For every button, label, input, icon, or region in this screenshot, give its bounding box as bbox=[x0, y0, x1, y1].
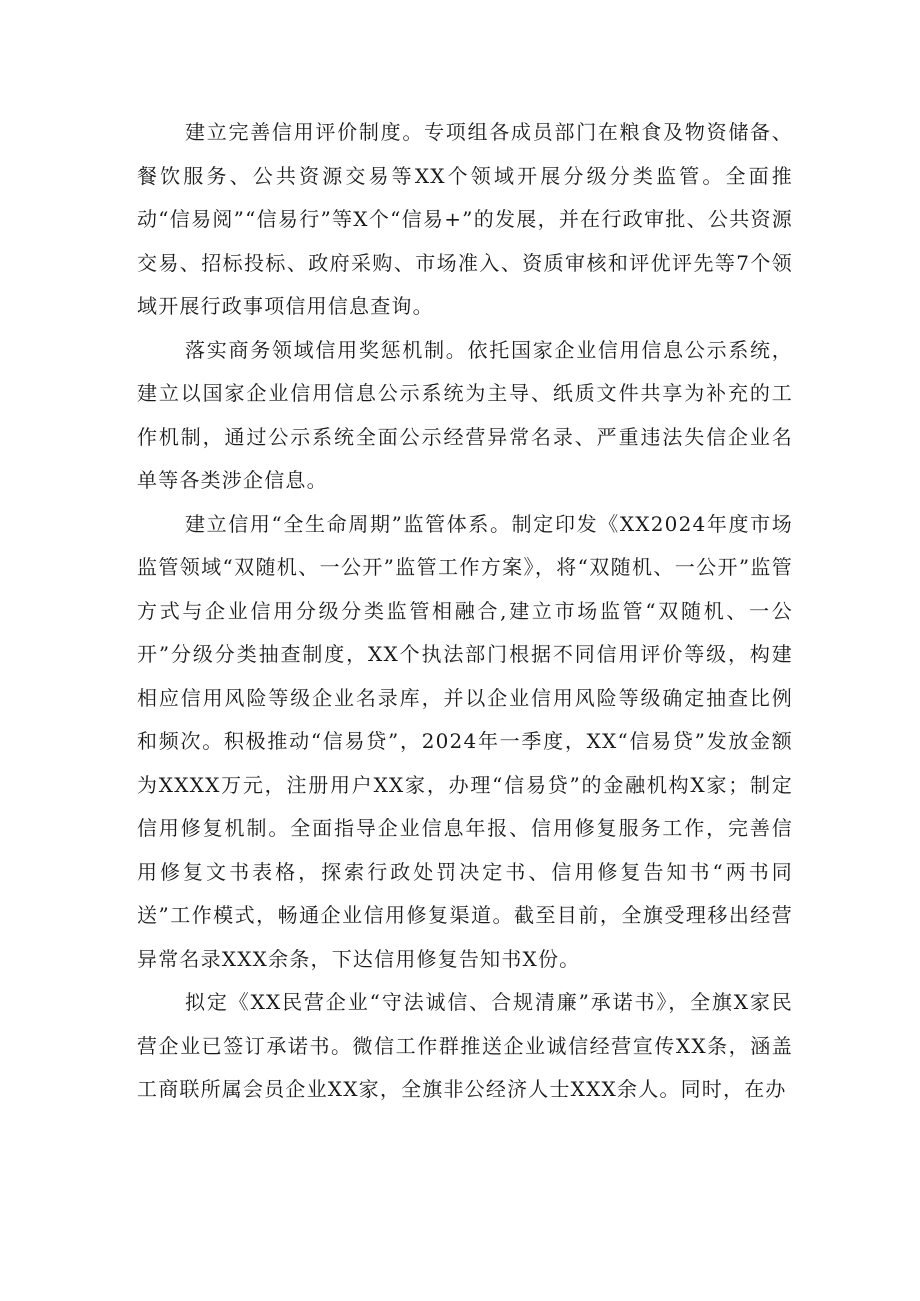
document-body bbox=[137, 111, 793, 1112]
paragraph-private-enterprise-pledge: 拟定《XX民营企业“守法诚信、合规清廉”承诺书》，全旗X家民营企业已签订承诺书。微信工作群推送企业诚信经营宣传XX条，涵盖工商联所属会员企业XX家，全旗非公经济人士XXX余人。同时，在办 bbox=[137, 990, 793, 1101]
paragraph-lifecycle-supervision: 建立信用“全生命周期”监管体系。制定印发《XX2024年度市场监管领域“双随机、一公开”监管工作方案》，将“双随机、一公开”监管方式与企业信用分级分类监管相融合,建立市场监管“双随机、一公开”分级分类抽查制度，XX个执法部门根据不同信用评价等级，构建相应信用风险等级企业名录库，并以企业信用风险等级确定抽查比例和频次。积极推动“信易贷”，2024年一季度，XX“信易贷”发放金额为XXXX万元，注册用户XX家，办理“信易贷”的金融机构X家；制定信用修复机制。全面指导企业信息年报、信用修复服务工作，完善信用修复文书表格，探索行政处罚决定书、信用修复告知书“两书同送”工作模式，畅通企业信用修复渠道。截至目前，全旗受理移出经营异常名录XXX余条，下达信用修复告知书X份。 bbox=[137, 511, 793, 971]
paragraph-commerce-incentives: 落实商务领域信用奖惩机制。依托国家企业信用信息公示系统，建立以国家企业信用信息公示系统为主导、纸质文件共享为补充的工作机制，通过公示系统全面公示经营异常名录、严重违法失信企业名单等各类涉企信息。 bbox=[137, 337, 793, 492]
paragraph-credit-evaluation: 建立完善信用评价制度。专项组各成员部门在粮食及物资储备、餐饮服务、公共资源交易等XX个领域开展分级分类监管。全面推动“信易阅”“信易行”等X个“信易+”的发展，并在行政审批、公共资源交易、招标投标、政府采购、市场准入、资质审核和评优评先等7个领域开展行政事项信用信息查询。 bbox=[137, 120, 793, 318]
